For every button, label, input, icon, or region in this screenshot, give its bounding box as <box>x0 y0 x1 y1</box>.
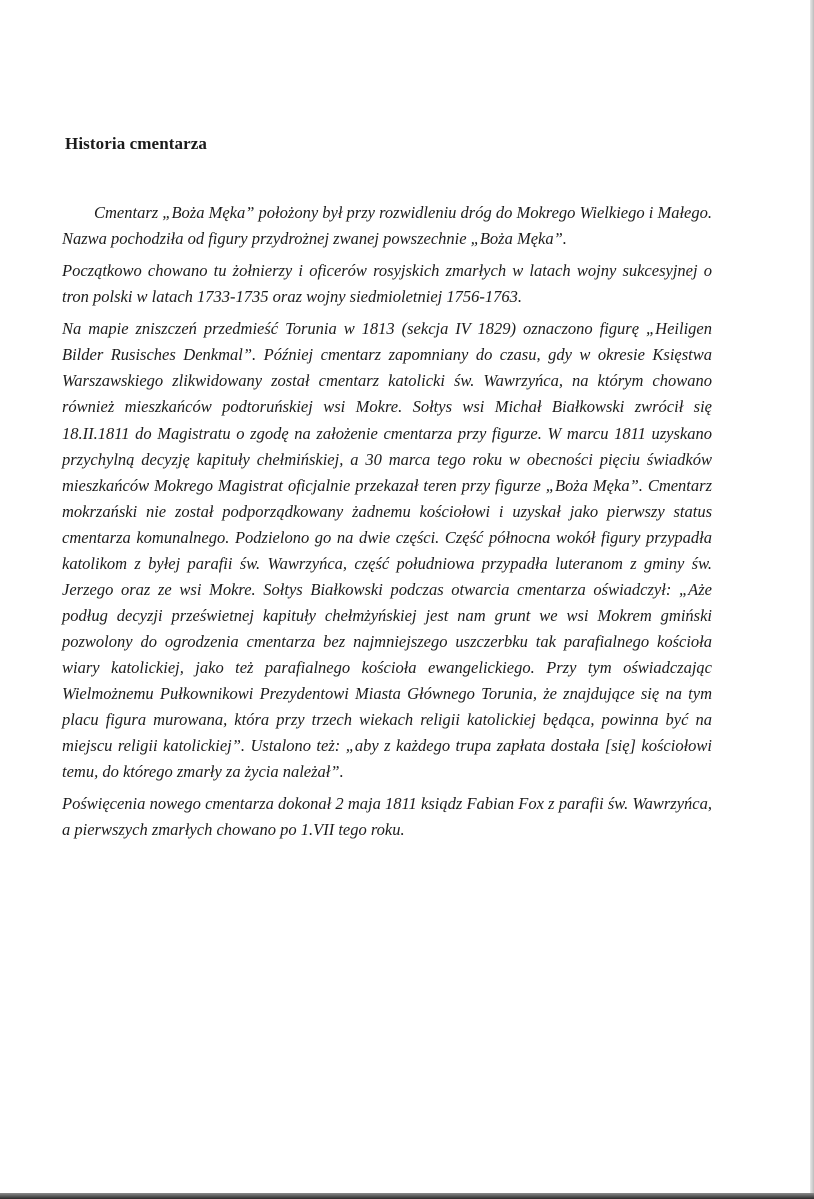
page-bottom-edge <box>0 1193 814 1199</box>
page-edge <box>810 0 814 1199</box>
document-body <box>62 200 712 850</box>
paragraph-cemetery-location: Cmentarz „Boża Męka” położony był przy rozwidleniu dróg do Mokrego Wielkiego i Małego. Nazwa pochodziła od figury przydrożnej zwanej powszechnie „Boża Męka”. <box>62 203 712 249</box>
paragraph-consecration: Poświęcenia nowego cmentarza dokonał 2 maja 1811 ksiądz Fabian Fox z parafii św. Wawrzyńca, a pierwszych zmarłych chowano po 1.VII tego roku. <box>62 794 712 840</box>
paragraph-cemetery-founding: Na mapie zniszczeń przedmieść Torunia w 1813 (sekcja IV 1829) oznaczono figurę „Heiligen Bilder Rusisches Denkmal”. Później cmentarz zapomniany do czasu, gdy w okresie Księstwa Warszawskiego zlikwidowany został cmentarz katolicki św. Wawrzyńca, na którym chowano również mieszkańców podtoruńskiej wsi Mokre. Sołtys wsi Michał Białkowski zwrócił się 18.II.1811 do Magistratu o zgodę na założenie cmentarza przy figurze. W marcu 1811 uzyskano przychylną decyzję kapituły chełmińskiej, a 30 marca tego roku w obecności pięciu świadków mieszkańców Mokrego Magistrat oficjalnie przekazał teren przy figurze „Boża Męka”. Cmentarz mokrzański nie został podporządkowany żadnemu kościołowi i uzyskał jako pierwszy status cmentarza komunalnego. Podzielono go na dwie części. Część północna wokół figury przypadła katolikom z byłej parafii św. Wawrzyńca, część południowa przypadła luteranom z gminy św. Jerzego oraz ze wsi Mokre. Sołtys Białkowski podczas otwarcia cmentarza oświadczył: „Aże podług decyzji prześwietnej kapituły chełmżyńskiej jest nam grunt we wsi Mokrem gmiński pozwolony do ogrodzenia cmentarza bez najmniejszego uszczerbku tak parafialnego kościoła wiary katolickiej, jako też parafialnego kościoła ewangelickiego. Przy tym oświadczając Wielmożnemu Pułkownikowi Prezydentowi Miasta Głównego Torunia, że znajdujące się na tym placu figura murowana, która przy trzech wiekach religii katolickiej będąca, powinna być na miejscu religii katolickiej”. Ustalono też: „aby z każdego trupa zapłata dostała [się] kościołowi temu, do którego zmarły za życia należał”. <box>62 319 712 782</box>
document-title: Historia cmentarza <box>65 134 208 153</box>
paragraph-early-burials: Początkowo chowano tu żołnierzy i oficerów rosyjskich zmarłych w latach wojny sukcesyjnej o tron polski w latach 1733-1735 oraz wojny siedmioletniej 1756-1763. <box>62 261 712 307</box>
